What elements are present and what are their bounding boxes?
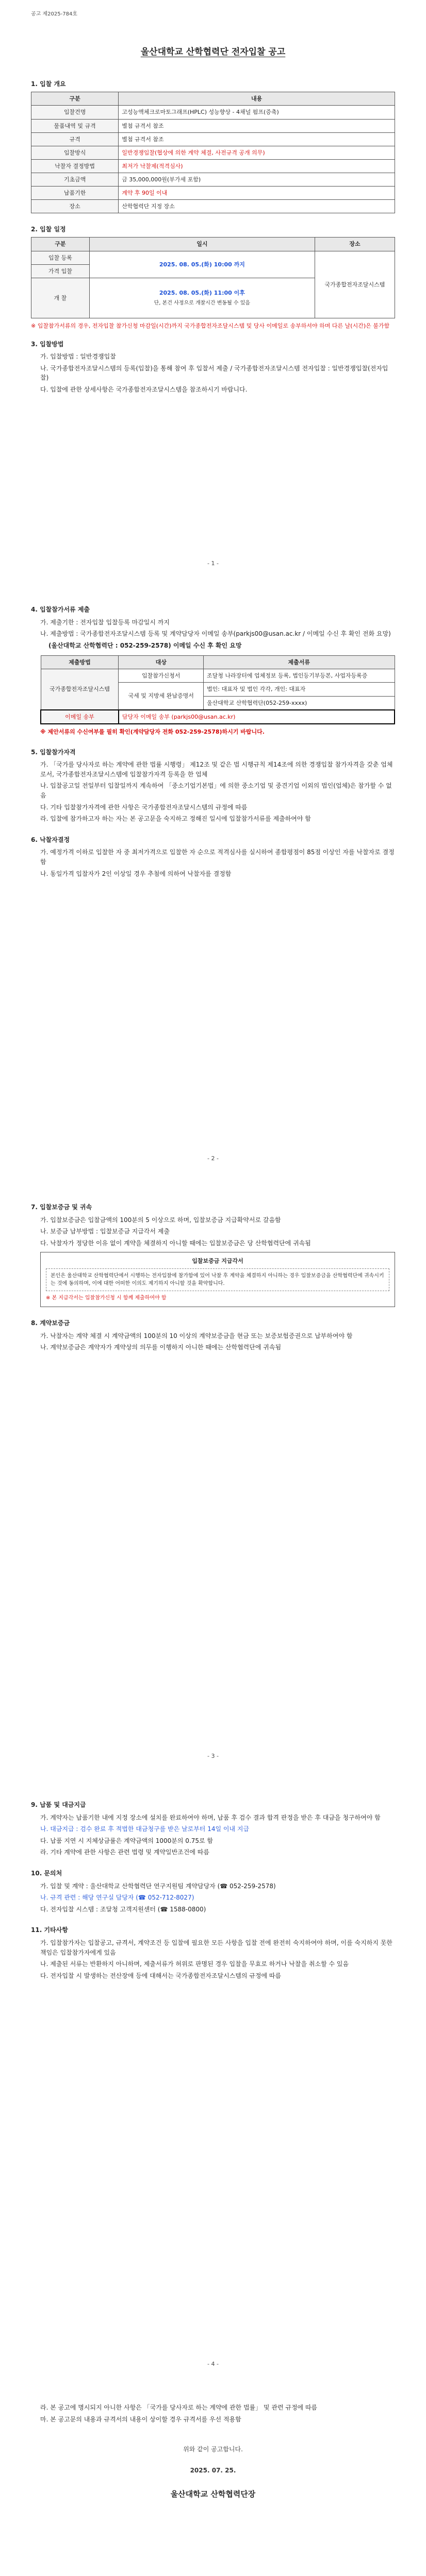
page-number: - 1 - — [207, 560, 219, 567]
table-cell: 일반경쟁입찰(협상에 의한 계약 체결, 사전규격 공개 의무) — [119, 146, 395, 159]
table-row — [31, 173, 395, 186]
table-header-row — [31, 92, 395, 106]
list-item: 가. 예정가격 이하로 입찰한 자 중 최저가격으로 입찰한 자 순으로 적격심사를 실시하여 종합평점이 85점 이상인 자를 낙찰자로 결정함 — [40, 849, 395, 866]
doc-page-2 — [0, 598, 426, 880]
list-item: 나. 제출된 서류는 반환하지 아니하며, 제출서류가 허위로 판명된 경우 입찰을 무효로 하거나 낙찰을 취소할 수 있음 — [40, 1960, 349, 1968]
page-number: - 4 - — [207, 2361, 219, 2367]
list-item: 가. 계약자는 납품기한 내에 지정 장소에 설치를 완료하여야 하며, 납품 후 검수 결과 합격 판정을 받은 후 대금을 청구하여야 함 — [40, 1814, 381, 1821]
table-cell: 기초금액 — [31, 173, 119, 186]
table-cell: 이메일 송부 — [41, 710, 119, 724]
list-item: 가. 「국가를 당사자로 하는 계약에 관한 법률 시행령」 제12조 및 같은 법 시행규칙 제14조에 의한 경쟁입찰 참가자격을 갖춘 업체로서, 국가종합전자조달시스템에 입찰참가자격 등록을 한 업체 — [40, 761, 393, 778]
list-item: 다. 납품 지연 시 지체상금률은 계약금액의 1000분의 0.75로 함 — [40, 1837, 214, 1844]
table-row — [31, 146, 395, 159]
list-item: 라. 본 공고에 명시되지 아니한 사항은 「국가를 당사자로 하는 계약에 관한 법률」 및 관련 규정에 따름 — [40, 2404, 318, 2411]
box-text: 본인은 울산대학교 산학협력단에서 시행하는 전자입찰에 참가함에 있어 낙찰 후 계약을 체결하지 아니하는 경우 입찰보증금을 산학협력단에 귀속시키는 것에 동의하며, 이에 대한 어떠한 이의도 제기하지 아니할 것을 확약합니다. — [46, 1268, 389, 1291]
table-row — [31, 186, 395, 199]
list-item: 나. 보증금 납부방법 : 입찰보증금 지급각서 제출 — [40, 1228, 170, 1235]
section-heading-schedule: 2. 입찰 일정 — [31, 225, 66, 233]
overview-table — [31, 92, 395, 213]
documents-note: ※ 제안서류의 수신여부를 필히 확인(계약담당자 전화 052-259-2578)하시기 바랍니다. — [40, 728, 265, 735]
table-header: 내용 — [119, 92, 395, 106]
table-cell: 입찰 등록 — [31, 251, 90, 264]
table-cell: 계약 후 90일 이내 — [119, 186, 395, 199]
closing-text: 위와 같이 공고합니다. — [183, 2446, 243, 2453]
table-cell: 물품내역 및 규격 — [31, 119, 119, 132]
table-cell: 규격 — [31, 132, 119, 146]
table-cell: 별첨 규격서 참조 — [119, 119, 395, 132]
table-header-row — [31, 238, 395, 251]
section-heading-eligibility: 5. 입찰참가자격 — [31, 748, 76, 756]
section-heading-other: 11. 기타사항 — [31, 1926, 68, 1934]
list-item: 나. 입찰공고일 전일부터 입찰일까지 계속하여 「중소기업기본법」에 의한 중소기업 및 중견기업 이외의 법인(업체)은 참가할 수 없음 — [40, 782, 392, 800]
list-item: 나. 국가종합전자조달시스템의 등록(입찰)을 통해 참여 후 입찰서 제출 / 국가종합전자조달시스템 전자입찰 : 일반경쟁입찰(전자입찰) — [40, 364, 388, 382]
list-item: 다. 전자입찰 시스템 : 조달청 고객지원센터 (☎ 1588-0800) — [40, 1905, 206, 1913]
table-row — [31, 119, 395, 132]
section-heading-inquiries: 10. 문의처 — [31, 1869, 62, 1877]
box-title: 입찰보증금 지급각서 — [192, 1258, 243, 1265]
section-heading-method: 3. 입찰방법 — [31, 340, 64, 348]
box-note: ※ 본 지급각서는 입찰참가신청 시 함께 제출하여야 함 — [46, 1295, 167, 1301]
table-cell: 장소 — [31, 199, 119, 213]
table-cell: 금 35,000,000원(부가세 포함) — [119, 173, 395, 186]
section-heading-documents: 4. 입찰참가서류 제출 — [31, 606, 90, 613]
section-heading-award: 6. 낙찰자결정 — [31, 836, 70, 843]
table-cell: 별첨 규격서 참조 — [119, 132, 395, 146]
list-item: 가. 입찰방법 : 일반경쟁입찰 — [40, 353, 116, 361]
table-cell: 고성능액체크로마토그래프(HPLC) 성능향상 - 4채널 펌프(증축) — [119, 106, 395, 119]
table-cell: 담당자 이메일 송부 (parkjs00@usan.ac.kr) — [119, 710, 395, 724]
table-header: 구분 — [31, 92, 119, 106]
table-header: 장소 — [315, 238, 395, 251]
list-item: 가. 입찰 및 계약 : 울산대학교 산학협력단 연구지원팀 계약담당자 (☎ 052-259-2578) — [40, 1882, 276, 1890]
list-item: 라. 기타 계약에 관한 사항은 관련 법령 및 계약일반조건에 따름 — [40, 1849, 209, 1856]
section-heading-delivery: 9. 납품 및 대금지급 — [31, 1801, 86, 1808]
document-title: 울산대학교 산학협력단 전자입찰 공고 — [140, 46, 286, 57]
table-cell: 산학협력단 지정 장소 — [119, 199, 395, 213]
list-item: 나. 제출방법 : 국가종합전자조달시스템 등록 및 계약담당자 이메일 송부(parkjs00@usan.ac.kr / 이메일 수신 후 확인 전화 요망) — [40, 630, 391, 638]
table-header-row — [41, 656, 395, 669]
list-item: 가. 제출기한 : 전자입찰 입찰등록 마감일시 까지 — [40, 618, 170, 626]
table-row — [31, 251, 395, 264]
list-item: 다. 입찰에 관한 상세사항은 국가종합전자조달시스템을 참조하시기 바랍니다. — [40, 386, 248, 394]
list-item: 가. 입찰보증금은 입찰금액의 100분의 5 이상으로 하며, 입찰보증금 지급확약서로 갈음함 — [40, 1216, 281, 1224]
list-item: 다. 기타 입찰참가자격에 관한 사항은 국가종합전자조달시스템의 규정에 따름 — [40, 803, 248, 811]
schedule-note: ※ 입찰참가서류의 경우, 전자입찰 참가신청 마감일(시간)까지 국가종합전자조달시스템 및 당사 이메일로 송부하셔야 하며 다른 날(시간)은 불가함 — [31, 322, 390, 329]
issuer-signature: 울산대학교 산학협력단장 — [170, 2489, 256, 2499]
table-cell: 입찰참가신청서 — [119, 669, 204, 683]
doc-page-4 — [0, 1793, 426, 1982]
doc-page-3 — [0, 1195, 426, 1354]
table-cell: 가격 입찰 — [31, 264, 90, 278]
table-cell: 조달청 나라장터에 업체정보 등록, 법인등기부등본, 사업자등록증 — [204, 669, 395, 683]
notice-number: 공고 제2025-784호 — [31, 11, 77, 17]
table-cell: 2025. 08. 05.(화) 10:00 까지 — [89, 251, 315, 278]
bid-bond-box — [40, 1252, 395, 1307]
open-time: 2025. 08. 05.(화) 11:00 이후 — [159, 289, 245, 296]
table-header: 구분 — [31, 238, 90, 251]
table-header: 제출방법 — [41, 656, 119, 669]
section-heading-bid-bond: 7. 입찰보증금 및 귀속 — [31, 1204, 92, 1211]
table-cell: 울산대학교 산학협력단(052-259-xxxx) — [204, 696, 395, 710]
list-item: 다. 낙찰자가 정당한 이유 없이 계약을 체결하지 아니할 때에는 입찰보증금은 당 산학협력단에 귀속됨 — [40, 1239, 311, 1247]
documents-table — [40, 655, 395, 724]
table-cell: 입찰방식 — [31, 146, 119, 159]
list-item: 가. 낙찰자는 계약 체결 시 계약금액의 100분의 10 이상의 계약보증금을 현금 또는 보증보험증권으로 납부하여야 함 — [40, 1332, 353, 1340]
doc-page-1 — [0, 10, 426, 397]
table-cell: 국세 및 지방세 완납증명서 — [119, 683, 204, 710]
list-item: 마. 본 공고문의 내용과 규격서의 내용이 상이할 경우 규격서를 우선 적용함 — [40, 2415, 241, 2423]
table-cell: 낙찰자 결정방법 — [31, 159, 119, 173]
list-item: 나. 규격 관련 : 해당 연구실 담당자 (☎ 052-712-8027) — [40, 1894, 194, 1902]
table-header: 대상 — [119, 656, 204, 669]
table-cell: 국가종합전자조달시스템 — [41, 669, 119, 710]
table-cell: 개 찰 — [31, 278, 90, 318]
page-number: - 2 - — [207, 1155, 219, 1162]
section-heading-contract-bond: 8. 계약보증금 — [31, 1319, 70, 1327]
table-row — [41, 710, 395, 724]
contact-line: (울산대학교 산학협력단 : 052-259-2578) 이메일 수신 후 확인 요망 — [48, 641, 242, 649]
table-header: 제출서류 — [204, 656, 395, 669]
table-row — [41, 669, 395, 683]
list-item: 라. 입찰에 참가하고자 하는 자는 본 공고문을 숙지하고 정해진 일시에 입찰참가서류를 제출하여야 함 — [40, 815, 311, 823]
list-item: 다. 전자입찰 시 발생하는 전산장애 등에 대해서는 국가종합전자조달시스템의 규정에 따름 — [40, 1972, 282, 1979]
section-heading-overview: 1. 입찰 개요 — [31, 80, 66, 88]
open-note: 단, 본건 사정으로 개찰시간 변동될 수 있음 — [154, 300, 251, 306]
list-item: 가. 입찰참가자는 입찰공고, 규격서, 계약조건 등 입찰에 필요한 모든 사항을 입찰 전에 완전히 숙지하여야 하며, 이를 숙지하지 못한 책임은 입찰참가자에게 있음 — [40, 1939, 392, 1956]
table-row — [31, 106, 395, 119]
page-number: - 3 - — [207, 1753, 219, 1759]
list-item: 나. 동일가격 입찰자가 2인 이상일 경우 추첨에 의하여 낙찰자를 결정함 — [40, 870, 232, 877]
table-cell: 국가종합전자조달시스템 — [315, 251, 395, 318]
table-row — [31, 159, 395, 173]
table-row — [31, 132, 395, 146]
list-item: 나. 대금지급 : 검수 완료 후 적법한 대금청구를 받은 날로부터 14일 이내 지급 — [40, 1825, 250, 1833]
schedule-table — [31, 237, 395, 318]
table-row — [31, 199, 395, 213]
notice-date: 2025. 07. 25. — [190, 2466, 236, 2474]
list-item: 나. 계약보증금은 계약자가 계약상의 의무를 이행하지 아니한 때에는 산학협력단에 귀속됨 — [40, 1344, 282, 1351]
table-cell: 입찰건명 — [31, 106, 119, 119]
table-cell: 법인: 대표자 및 법인 각각, 개인: 대표자 — [204, 683, 395, 696]
table-cell: 최저가 낙찰제(적격심사) — [119, 159, 395, 173]
table-cell: 납품기한 — [31, 186, 119, 199]
table-header: 일시 — [89, 238, 315, 251]
doc-page-5 — [0, 2401, 426, 2501]
table-cell — [89, 278, 315, 318]
